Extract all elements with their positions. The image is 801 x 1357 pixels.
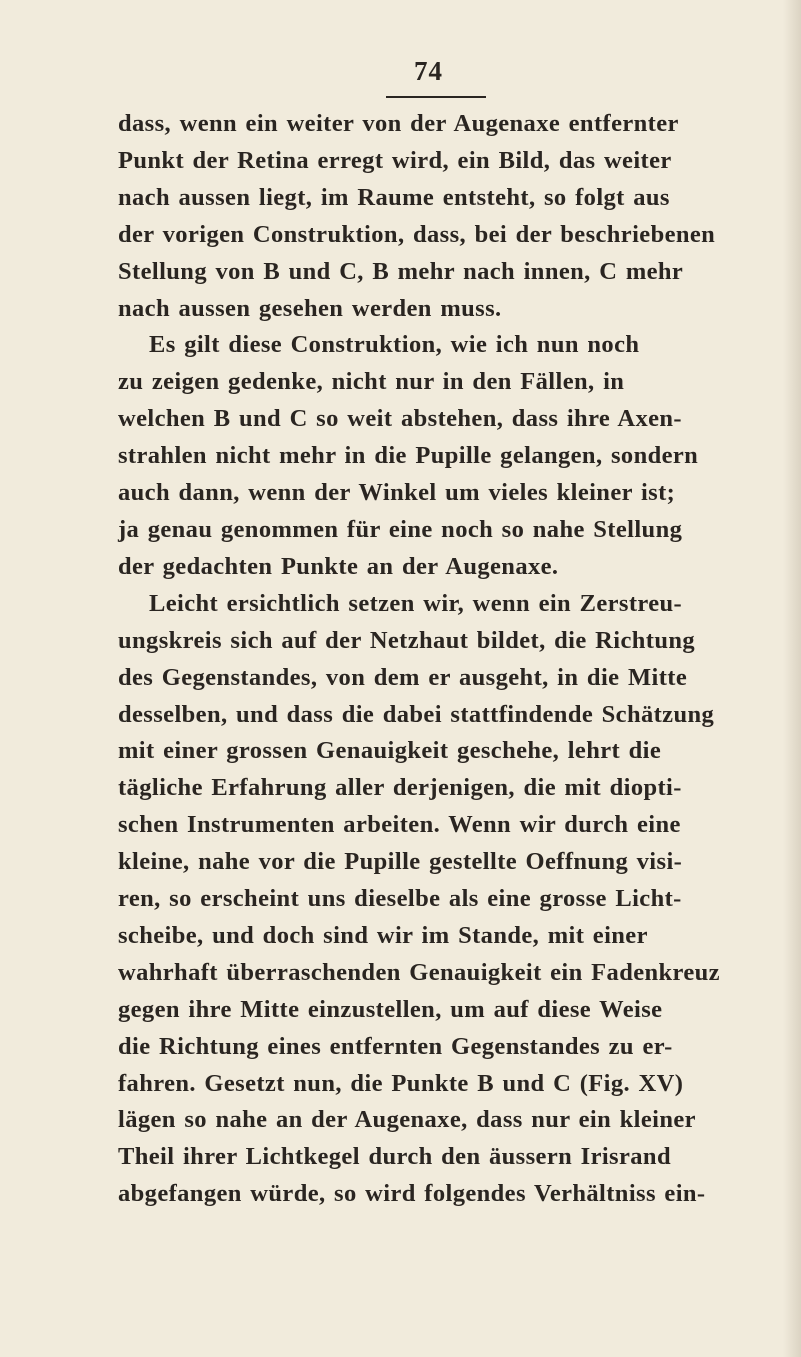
text-line: ren, so erscheint uns dieselbe als eine grosse Licht- (118, 885, 682, 913)
text-line: scheibe, und doch sind wir im Stande, mit einer (118, 921, 648, 949)
text-line: schen Instrumenten arbeiten. Wenn wir durch eine (118, 811, 681, 839)
text-line: fahren. Gesetzt nun, die Punkte B und C (Fig. XV) (118, 1069, 684, 1097)
text-line: Stellung von B und C, B mehr nach innen, C mehr (118, 257, 684, 285)
text-line: abgefangen würde, so wird folgendes Verhältniss ein- (118, 1180, 706, 1208)
text-line: lägen so nahe an der Augenaxe, dass nur ein kleiner (118, 1106, 696, 1134)
text-line: ja genau genommen für eine noch so nahe Stellung (118, 515, 683, 543)
text-line: Punkt der Retina erregt wird, ein Bild, das weiter (118, 146, 672, 174)
text-line: mit einer grossen Genauigkeit geschehe, lehrt die (118, 737, 662, 765)
page-number: 74 (414, 56, 443, 86)
text-line: auch dann, wenn der Winkel um vieles kleiner ist; (118, 479, 676, 507)
body-text (118, 106, 786, 1213)
text-line: wahrhaft überraschenden Genauigkeit ein Fadenkreuz (118, 958, 720, 986)
text-line: des Gegenstandes, von dem er ausgeht, in die Mitte (118, 663, 688, 691)
text-line: desselben, und dass die dabei stattfindende Schätzung (118, 700, 715, 728)
text-line: dass, wenn ein weiter von der Augenaxe entfernter (118, 110, 679, 137)
text-line: kleine, nahe vor die Pupille gestellte Oeffnung visi- (118, 848, 683, 876)
text-line: die Richtung eines entfernten Gegenstandes zu er- (118, 1032, 673, 1060)
paragraph-1 (118, 106, 786, 327)
paragraph-3 (118, 586, 786, 1213)
text-line: nach aussen gesehen werden muss. (118, 294, 502, 322)
text-line: der vorigen Construktion, dass, bei der beschriebenen (118, 220, 716, 248)
paragraph-2 (118, 327, 786, 585)
header-rule (386, 96, 486, 98)
text-line: zu zeigen gedenke, nicht nur in den Fällen, in (118, 368, 625, 396)
text-line: Es gilt diese Construktion, wie ich nun noch (149, 331, 640, 359)
text-line: welchen B und C so weit abstehen, dass ihre Axen- (118, 405, 682, 433)
text-line: nach aussen liegt, im Raume entsteht, so folgt aus (118, 183, 670, 211)
text-line: tägliche Erfahrung aller derjenigen, die mit diopti- (118, 774, 682, 802)
text-line: strahlen nicht mehr in die Pupille gelangen, sondern (118, 442, 699, 470)
text-line: gegen ihre Mitte einzustellen, um auf diese Weise (118, 995, 663, 1023)
text-line: ungskreis sich auf der Netzhaut bildet, die Richtung (118, 626, 696, 654)
text-line: Theil ihrer Lichtkegel durch den äussern Irisrand (118, 1143, 671, 1171)
text-line: der gedachten Punkte an der Augenaxe. (118, 552, 559, 580)
text-line: Leicht ersichtlich setzen wir, wenn ein Zerstreu- (149, 589, 683, 617)
